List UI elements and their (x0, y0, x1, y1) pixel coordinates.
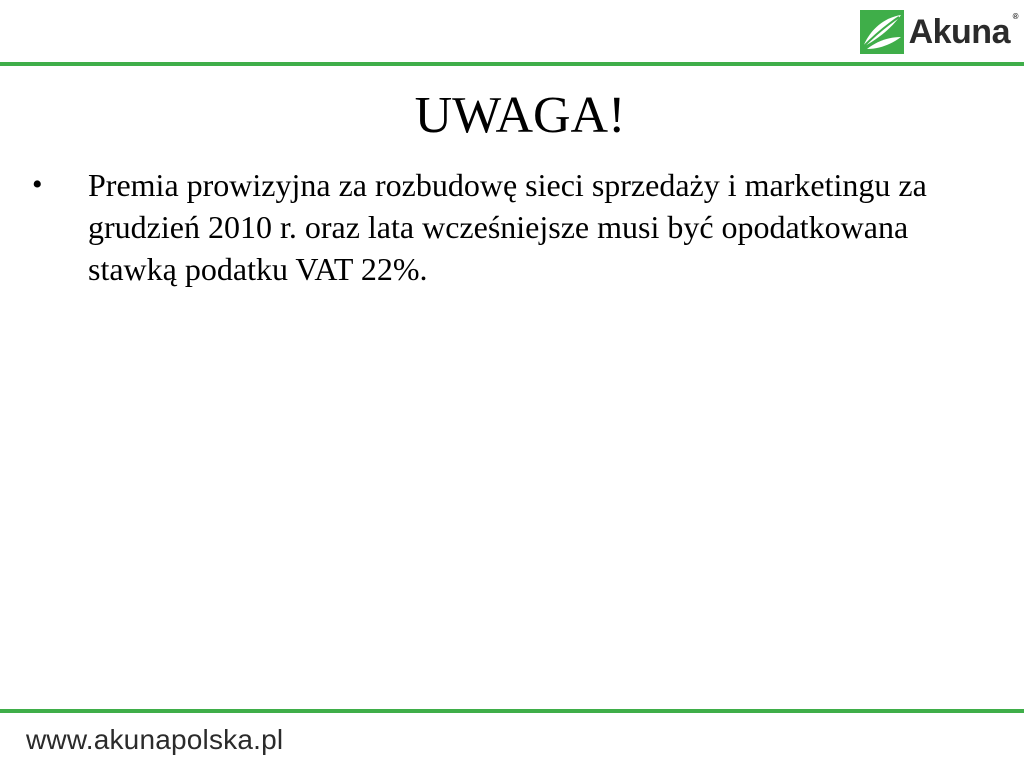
bullet-text: Premia prowizyjna za rozbudowę sieci sprzedaży i marketingu za grudzień 2010 r. oraz lata wcześniejsze musi być opodatkowana stawką podatku VAT 22%. (88, 167, 927, 287)
bullet-icon: • (32, 168, 43, 201)
footer-divider (0, 709, 1024, 713)
registered-mark: ® (1012, 12, 1018, 21)
bullet-list (32, 164, 972, 290)
slide-title: UWAGA! (414, 87, 626, 144)
leaf-logo-icon (859, 9, 905, 55)
list-item (32, 164, 972, 290)
brand-name-text: Akuna (908, 13, 1010, 51)
brand-name (908, 12, 1018, 51)
akuna-logo (859, 8, 1018, 56)
header-divider (0, 62, 1024, 66)
website-url: www.akunapolska.pl (26, 724, 284, 755)
